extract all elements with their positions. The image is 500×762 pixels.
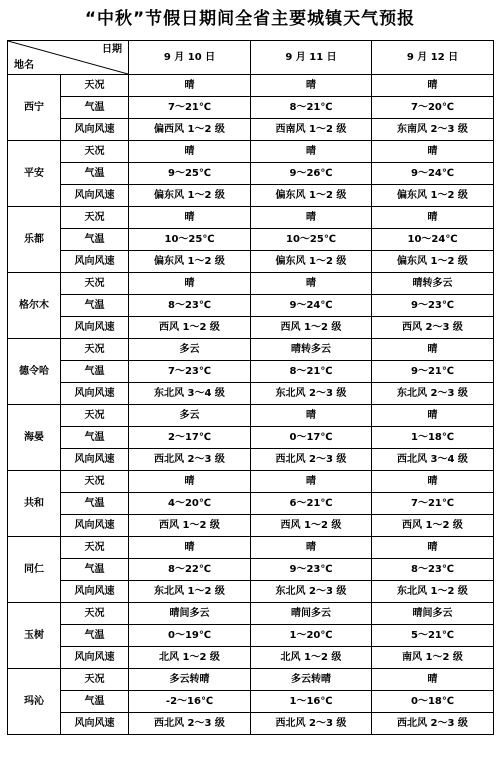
- row-label-cell: 风向风速: [61, 317, 129, 339]
- weather-value-cell: 多云转晴: [251, 669, 372, 691]
- weather-value-cell: 晴: [129, 537, 251, 559]
- city-name-cell: 平安: [8, 141, 61, 207]
- weather-value-cell: 晴: [372, 471, 494, 493]
- row-label-cell: 风向风速: [61, 647, 129, 669]
- temp-value-cell: 0～19℃: [129, 625, 251, 647]
- table-row: [8, 515, 494, 537]
- row-label-cell: 风向风速: [61, 119, 129, 141]
- weather-value-cell: 晴: [251, 207, 372, 229]
- temp-value-cell: 7～21℃: [129, 97, 251, 119]
- row-label-cell: 天况: [61, 603, 129, 625]
- temp-value-cell: 8～23℃: [129, 295, 251, 317]
- weather-value-cell: 晴: [251, 405, 372, 427]
- row-label-cell: 天况: [61, 273, 129, 295]
- weather-value-cell: 多云转晴: [129, 669, 251, 691]
- weather-value-cell: 晴转多云: [372, 273, 494, 295]
- weather-value-cell: 晴: [129, 471, 251, 493]
- weather-value-cell: 晴: [372, 405, 494, 427]
- header-corner-cell: [8, 41, 129, 75]
- temp-value-cell: 9～25℃: [129, 163, 251, 185]
- temp-value-cell: 1～18℃: [372, 427, 494, 449]
- table-row: [8, 669, 494, 691]
- weather-value-cell: 晴转多云: [251, 339, 372, 361]
- table-row: [8, 295, 494, 317]
- weather-value-cell: 晴: [372, 669, 494, 691]
- table-row: [8, 427, 494, 449]
- row-label-cell: 风向风速: [61, 515, 129, 537]
- table-row: [8, 603, 494, 625]
- wind-value-cell: 偏东风 1～2 级: [129, 185, 251, 207]
- weather-value-cell: 晴: [372, 75, 494, 97]
- wind-value-cell: 西北风 3～4 级: [372, 449, 494, 471]
- page-title: “中秋”节假日期间全省主要城镇天气预报: [84, 9, 416, 29]
- table-row: [8, 537, 494, 559]
- place-header-label: 地名: [14, 60, 34, 71]
- temp-value-cell: 8～23℃: [372, 559, 494, 581]
- temp-value-cell: 6～21℃: [251, 493, 372, 515]
- row-label-cell: 气温: [61, 163, 129, 185]
- row-label-cell: 风向风速: [61, 713, 129, 735]
- table-row: [8, 647, 494, 669]
- row-label-cell: 气温: [61, 493, 129, 515]
- temp-value-cell: 8～21℃: [251, 97, 372, 119]
- weather-value-cell: 晴: [129, 273, 251, 295]
- temp-value-cell: 9～23℃: [372, 295, 494, 317]
- table-row: [8, 119, 494, 141]
- row-label-cell: 天况: [61, 669, 129, 691]
- temp-value-cell: 5～21℃: [372, 625, 494, 647]
- row-label-cell: 风向风速: [61, 251, 129, 273]
- wind-value-cell: 东北风 2～3 级: [372, 383, 494, 405]
- wind-value-cell: 偏东风 1～2 级: [372, 251, 494, 273]
- row-label-cell: 天况: [61, 207, 129, 229]
- temp-value-cell: 1～16℃: [251, 691, 372, 713]
- row-label-cell: 风向风速: [61, 383, 129, 405]
- wind-value-cell: 南风 1～2 级: [372, 647, 494, 669]
- table-row: [8, 449, 494, 471]
- temp-value-cell: 9～26℃: [251, 163, 372, 185]
- table-row: [8, 317, 494, 339]
- weather-value-cell: 晴: [251, 75, 372, 97]
- city-name-cell: 玉树: [8, 603, 61, 669]
- row-label-cell: 气温: [61, 691, 129, 713]
- temp-value-cell: 2～17℃: [129, 427, 251, 449]
- weather-value-cell: 晴: [251, 537, 372, 559]
- weather-value-cell: 晴间多云: [251, 603, 372, 625]
- temp-value-cell: 9～21℃: [372, 361, 494, 383]
- temp-value-cell: 1～20℃: [251, 625, 372, 647]
- temp-value-cell: 9～23℃: [251, 559, 372, 581]
- table-row: [8, 207, 494, 229]
- wind-value-cell: 北风 1～2 级: [251, 647, 372, 669]
- table-row: [8, 471, 494, 493]
- row-label-cell: 气温: [61, 625, 129, 647]
- table-row: [8, 185, 494, 207]
- wind-value-cell: 东北风 1～2 级: [372, 581, 494, 603]
- row-label-cell: 天况: [61, 405, 129, 427]
- temp-value-cell: 9～24℃: [251, 295, 372, 317]
- city-name-cell: 玛沁: [8, 669, 61, 735]
- table-row: [8, 625, 494, 647]
- table-row: [8, 163, 494, 185]
- table-row: [8, 493, 494, 515]
- weather-value-cell: 晴: [372, 207, 494, 229]
- table-row: [8, 141, 494, 163]
- city-name-cell: 乐都: [8, 207, 61, 273]
- row-label-cell: 风向风速: [61, 185, 129, 207]
- temp-value-cell: 9～24℃: [372, 163, 494, 185]
- row-label-cell: 风向风速: [61, 581, 129, 603]
- city-name-cell: 共和: [8, 471, 61, 537]
- wind-value-cell: 西北风 2～3 级: [372, 713, 494, 735]
- weather-value-cell: 晴间多云: [372, 603, 494, 625]
- city-name-cell: 格尔木: [8, 273, 61, 339]
- wind-value-cell: 偏东风 1～2 级: [372, 185, 494, 207]
- wind-value-cell: 西风 1～2 级: [251, 515, 372, 537]
- wind-value-cell: 偏东风 1～2 级: [129, 251, 251, 273]
- weather-value-cell: 晴: [129, 207, 251, 229]
- temp-value-cell: 7～23℃: [129, 361, 251, 383]
- temp-value-cell: 10～25℃: [251, 229, 372, 251]
- temp-value-cell: 0～17℃: [251, 427, 372, 449]
- weather-value-cell: 晴: [372, 141, 494, 163]
- date-header-day2: 9 月 11 日: [251, 41, 372, 75]
- wind-value-cell: 东北风 2～3 级: [251, 581, 372, 603]
- weather-value-cell: 多云: [129, 405, 251, 427]
- wind-value-cell: 偏东风 1～2 级: [251, 251, 372, 273]
- city-name-cell: 海晏: [8, 405, 61, 471]
- date-header-day1: 9 月 10 日: [129, 41, 251, 75]
- temp-value-cell: -2～16℃: [129, 691, 251, 713]
- weather-value-cell: 晴: [251, 273, 372, 295]
- table-row: [8, 713, 494, 735]
- row-label-cell: 天况: [61, 339, 129, 361]
- temp-value-cell: 8～22℃: [129, 559, 251, 581]
- weather-value-cell: 晴: [251, 141, 372, 163]
- header-row: [8, 41, 494, 75]
- temp-value-cell: 0～18℃: [372, 691, 494, 713]
- row-label-cell: 天况: [61, 141, 129, 163]
- table-row: [8, 405, 494, 427]
- date-header-day3: 9 月 12 日: [372, 41, 494, 75]
- wind-value-cell: 偏东风 1～2 级: [251, 185, 372, 207]
- weather-value-cell: 晴间多云: [129, 603, 251, 625]
- table-row: [8, 273, 494, 295]
- table-row: [8, 581, 494, 603]
- temp-value-cell: 10～25℃: [129, 229, 251, 251]
- weather-value-cell: 晴: [129, 75, 251, 97]
- temp-value-cell: 7～20℃: [372, 97, 494, 119]
- city-name-cell: 西宁: [8, 75, 61, 141]
- row-label-cell: 风向风速: [61, 449, 129, 471]
- wind-value-cell: 西北风 2～3 级: [129, 449, 251, 471]
- wind-value-cell: 西风 1～2 级: [251, 317, 372, 339]
- forecast-table: [7, 40, 494, 735]
- wind-value-cell: 西风 1～2 级: [129, 317, 251, 339]
- table-row: [8, 559, 494, 581]
- wind-value-cell: 东北风 1～2 级: [129, 581, 251, 603]
- wind-value-cell: 东南风 2～3 级: [372, 119, 494, 141]
- wind-value-cell: 西南风 1～2 级: [251, 119, 372, 141]
- weather-value-cell: 晴: [372, 339, 494, 361]
- table-row: [8, 97, 494, 119]
- wind-value-cell: 西北风 2～3 级: [251, 449, 372, 471]
- weather-value-cell: 多云: [129, 339, 251, 361]
- row-label-cell: 天况: [61, 75, 129, 97]
- temp-value-cell: 7～21℃: [372, 493, 494, 515]
- table-row: [8, 383, 494, 405]
- table-row: [8, 229, 494, 251]
- table-row: [8, 75, 494, 97]
- row-label-cell: 天况: [61, 537, 129, 559]
- table-row: [8, 251, 494, 273]
- wind-value-cell: 东北风 2～3 级: [251, 383, 372, 405]
- table-row: [8, 339, 494, 361]
- date-header-label: 日期: [102, 44, 122, 55]
- wind-value-cell: 西北风 2～3 级: [251, 713, 372, 735]
- city-name-cell: 德令哈: [8, 339, 61, 405]
- wind-value-cell: 西风 1～2 级: [372, 515, 494, 537]
- weather-value-cell: 晴: [251, 471, 372, 493]
- weather-value-cell: 晴: [129, 141, 251, 163]
- wind-value-cell: 东北风 3～4 级: [129, 383, 251, 405]
- weather-value-cell: 晴: [372, 537, 494, 559]
- wind-value-cell: 北风 1～2 级: [129, 647, 251, 669]
- row-label-cell: 气温: [61, 229, 129, 251]
- wind-value-cell: 西北风 2～3 级: [129, 713, 251, 735]
- row-label-cell: 气温: [61, 559, 129, 581]
- temp-value-cell: 4～20℃: [129, 493, 251, 515]
- table-row: [8, 691, 494, 713]
- row-label-cell: 气温: [61, 97, 129, 119]
- temp-value-cell: 10～24℃: [372, 229, 494, 251]
- row-label-cell: 天况: [61, 471, 129, 493]
- row-label-cell: 气温: [61, 295, 129, 317]
- temp-value-cell: 8～21℃: [251, 361, 372, 383]
- wind-value-cell: 偏西风 1～2 级: [129, 119, 251, 141]
- city-name-cell: 同仁: [8, 537, 61, 603]
- wind-value-cell: 西风 2～3 级: [372, 317, 494, 339]
- row-label-cell: 气温: [61, 427, 129, 449]
- table-row: [8, 361, 494, 383]
- row-label-cell: 气温: [61, 361, 129, 383]
- wind-value-cell: 西风 1～2 级: [129, 515, 251, 537]
